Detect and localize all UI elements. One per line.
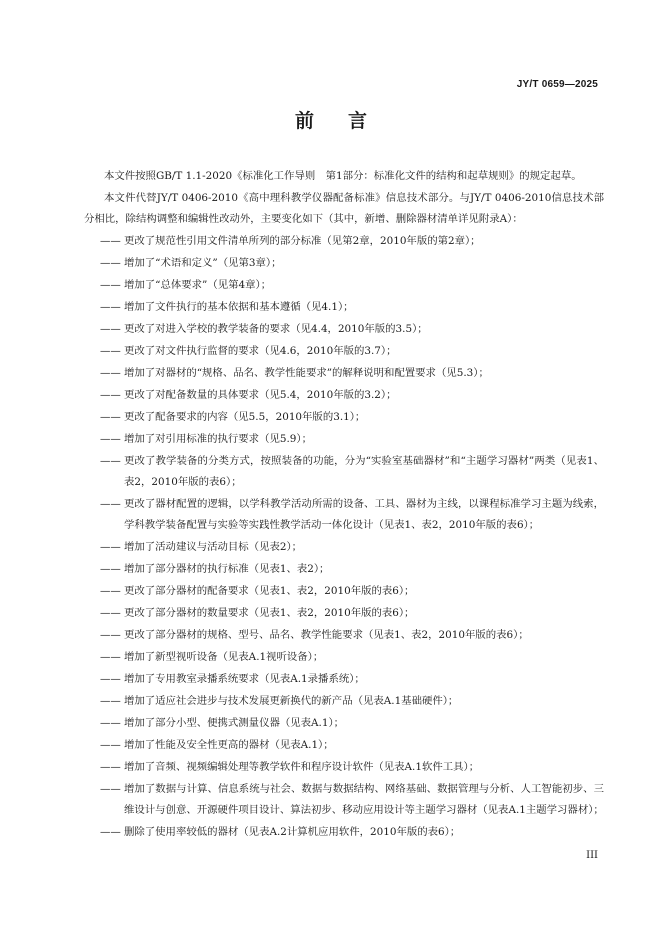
- document-body: [84, 166, 604, 844]
- change-item-text: 增加了数据与计算、信息系统与社会、数据与数据结构、网络基础、数据管理与分析、人工智能初步、三维设计与创意、开源硬件项目设计、算法初步、移动应用设计等主题学习器材（见表A.1主题学习器材）；: [124, 783, 604, 816]
- change-item: [84, 691, 604, 712]
- change-item-text: 更改了对进入学校的教学装备的要求（见4.4，2010年版的3.5）；: [124, 323, 428, 335]
- change-item-text: 增加了音频、视频编辑处理等教学软件和程序设计软件（见表A.1软件工具）；: [124, 761, 480, 773]
- document-code: JY/T 0659—2025: [516, 79, 598, 90]
- list-dash-marker: ——: [100, 695, 121, 707]
- intro-paragraph-2: 本文件代替JY/T 0406-2010《高中理科教学仪器配备标准》信息技术部分。与JY/T 0406-2010信息技术部分相比，除结构调整和编辑性改动外，主要变化如下（其中，新增、删除器材清单详见附录A）：: [84, 192, 604, 225]
- change-item-text: 更改了器材配置的逻辑，以学科教学活动所需的设备、工具、器材为主线，以课程标准学习主题为线索，学科教学装备配置与实验等实践性教学活动一体化设计（见表1、表2，2010年版的表6）；: [124, 498, 604, 531]
- change-item-text: 增加了部分小型、便携式测量仪器（见表A.1）；: [124, 717, 345, 729]
- page-number: III: [586, 850, 598, 861]
- list-dash-marker: ——: [100, 541, 121, 553]
- list-dash-marker: ——: [100, 717, 121, 729]
- change-item: [84, 429, 604, 450]
- list-dash-marker: ——: [100, 235, 121, 247]
- list-dash-marker: ——: [100, 607, 121, 619]
- change-item: [84, 603, 604, 624]
- page-title: 前言: [294, 110, 401, 132]
- change-item-text: 增加了新型视听设备（见表A.1视听设备）；: [124, 651, 324, 663]
- change-item: [84, 735, 604, 756]
- change-item-text: 增加了文件执行的基本依据和基本遵循（见4.1）；: [124, 301, 354, 313]
- change-item-text: 删除了使用率较低的器材（见表A.2计算机应用软件，2010年版的表6）；: [124, 826, 461, 838]
- change-item: [84, 407, 604, 428]
- list-dash-marker: ——: [100, 783, 121, 795]
- change-item: [84, 669, 604, 690]
- change-item: [84, 253, 604, 274]
- change-item: [84, 537, 604, 558]
- change-item-text: 增加了“术语和定义”（见第3章）；: [124, 257, 282, 269]
- change-item: [84, 581, 604, 602]
- change-item: [84, 559, 604, 580]
- change-item: [84, 341, 604, 362]
- change-item: [84, 822, 604, 843]
- list-dash-marker: ——: [100, 629, 121, 641]
- list-dash-marker: ——: [100, 651, 121, 663]
- list-dash-marker: ——: [100, 345, 121, 357]
- change-item-text: 更改了部分器材的配备要求（见表1、表2，2010年版的表6）；: [124, 585, 415, 597]
- list-dash-marker: ——: [100, 585, 121, 597]
- change-item-text: 增加了“总体要求”（见第4章）；: [124, 279, 272, 291]
- list-dash-marker: ——: [100, 739, 121, 751]
- list-dash-marker: ——: [100, 389, 121, 401]
- list-dash-marker: ——: [100, 673, 121, 685]
- list-dash-marker: ——: [100, 563, 121, 575]
- change-item: [84, 363, 604, 384]
- change-item-text: 增加了活动建议与活动目标（见表2）；: [124, 541, 303, 553]
- change-item-text: 增加了部分器材的执行标准（见表1、表2）；: [124, 563, 330, 575]
- change-item: [84, 385, 604, 406]
- change-item-text: 更改了教学装备的分类方式，按照装备的功能，分为“实验室基础器材”和“主题学习器材”两类（见表1、表2，2010年版的表6）；: [124, 455, 604, 488]
- change-item-text: 更改了规范性引用文件清单所列的部分标准（见第2章，2010年版的第2章）；: [124, 235, 481, 247]
- change-item: [84, 494, 604, 536]
- change-item: [84, 319, 604, 340]
- change-item: [84, 647, 604, 668]
- list-dash-marker: ——: [100, 257, 121, 269]
- change-item-text: 更改了部分器材的规格、型号、品名、教学性能要求（见表1、表2，2010年版的表6）；: [124, 629, 529, 641]
- list-dash-marker: ——: [100, 498, 121, 510]
- change-item: [84, 757, 604, 778]
- change-item: [84, 275, 604, 296]
- list-dash-marker: ——: [100, 367, 121, 379]
- change-item: [84, 713, 604, 734]
- changes-list: [84, 231, 604, 843]
- intro-paragraph-1: 本文件按照GB/T 1.1-2020《标准化工作导则 第1部分：标准化文件的结构和起草规则》的规定起草。: [104, 170, 582, 182]
- change-item: [84, 231, 604, 252]
- list-dash-marker: ——: [100, 323, 121, 335]
- change-item-text: 增加了对器材的“规格、品名、教学性能要求”的解释说明和配置要求（见5.3）；: [124, 367, 489, 379]
- change-item-text: 增加了性能及安全性更高的器材（见表A.1）；: [124, 739, 334, 751]
- list-dash-marker: ——: [100, 433, 121, 445]
- change-item-text: 更改了部分器材的数量要求（见表1、表2，2010年版的表6）；: [124, 607, 415, 619]
- change-item-text: 更改了对文件执行监督的要求（见4.6，2010年版的3.7）；: [124, 345, 397, 357]
- change-item-text: 更改了配备要求的内容（见5.5，2010年版的3.1）；: [124, 411, 366, 423]
- change-item-text: 更改了对配备数量的具体要求（见5.4，2010年版的3.2）；: [124, 389, 397, 401]
- list-dash-marker: ——: [100, 279, 121, 291]
- list-dash-marker: ——: [100, 301, 121, 313]
- list-dash-marker: ——: [100, 455, 121, 467]
- change-item: [84, 451, 604, 493]
- list-dash-marker: ——: [100, 761, 121, 773]
- list-dash-marker: ——: [100, 826, 121, 838]
- change-item: [84, 779, 604, 821]
- change-item-text: 增加了适应社会进步与技术发展更新换代的新产品（见表A.1基础硬件）；: [124, 695, 459, 707]
- change-item-text: 增加了专用教室录播系统要求（见表A.1录播系统）；: [124, 673, 365, 685]
- list-dash-marker: ——: [100, 411, 121, 423]
- change-item-text: 增加了对引用标准的执行要求（见5.9）；: [124, 433, 312, 445]
- change-item: [84, 625, 604, 646]
- change-item: [84, 297, 604, 318]
